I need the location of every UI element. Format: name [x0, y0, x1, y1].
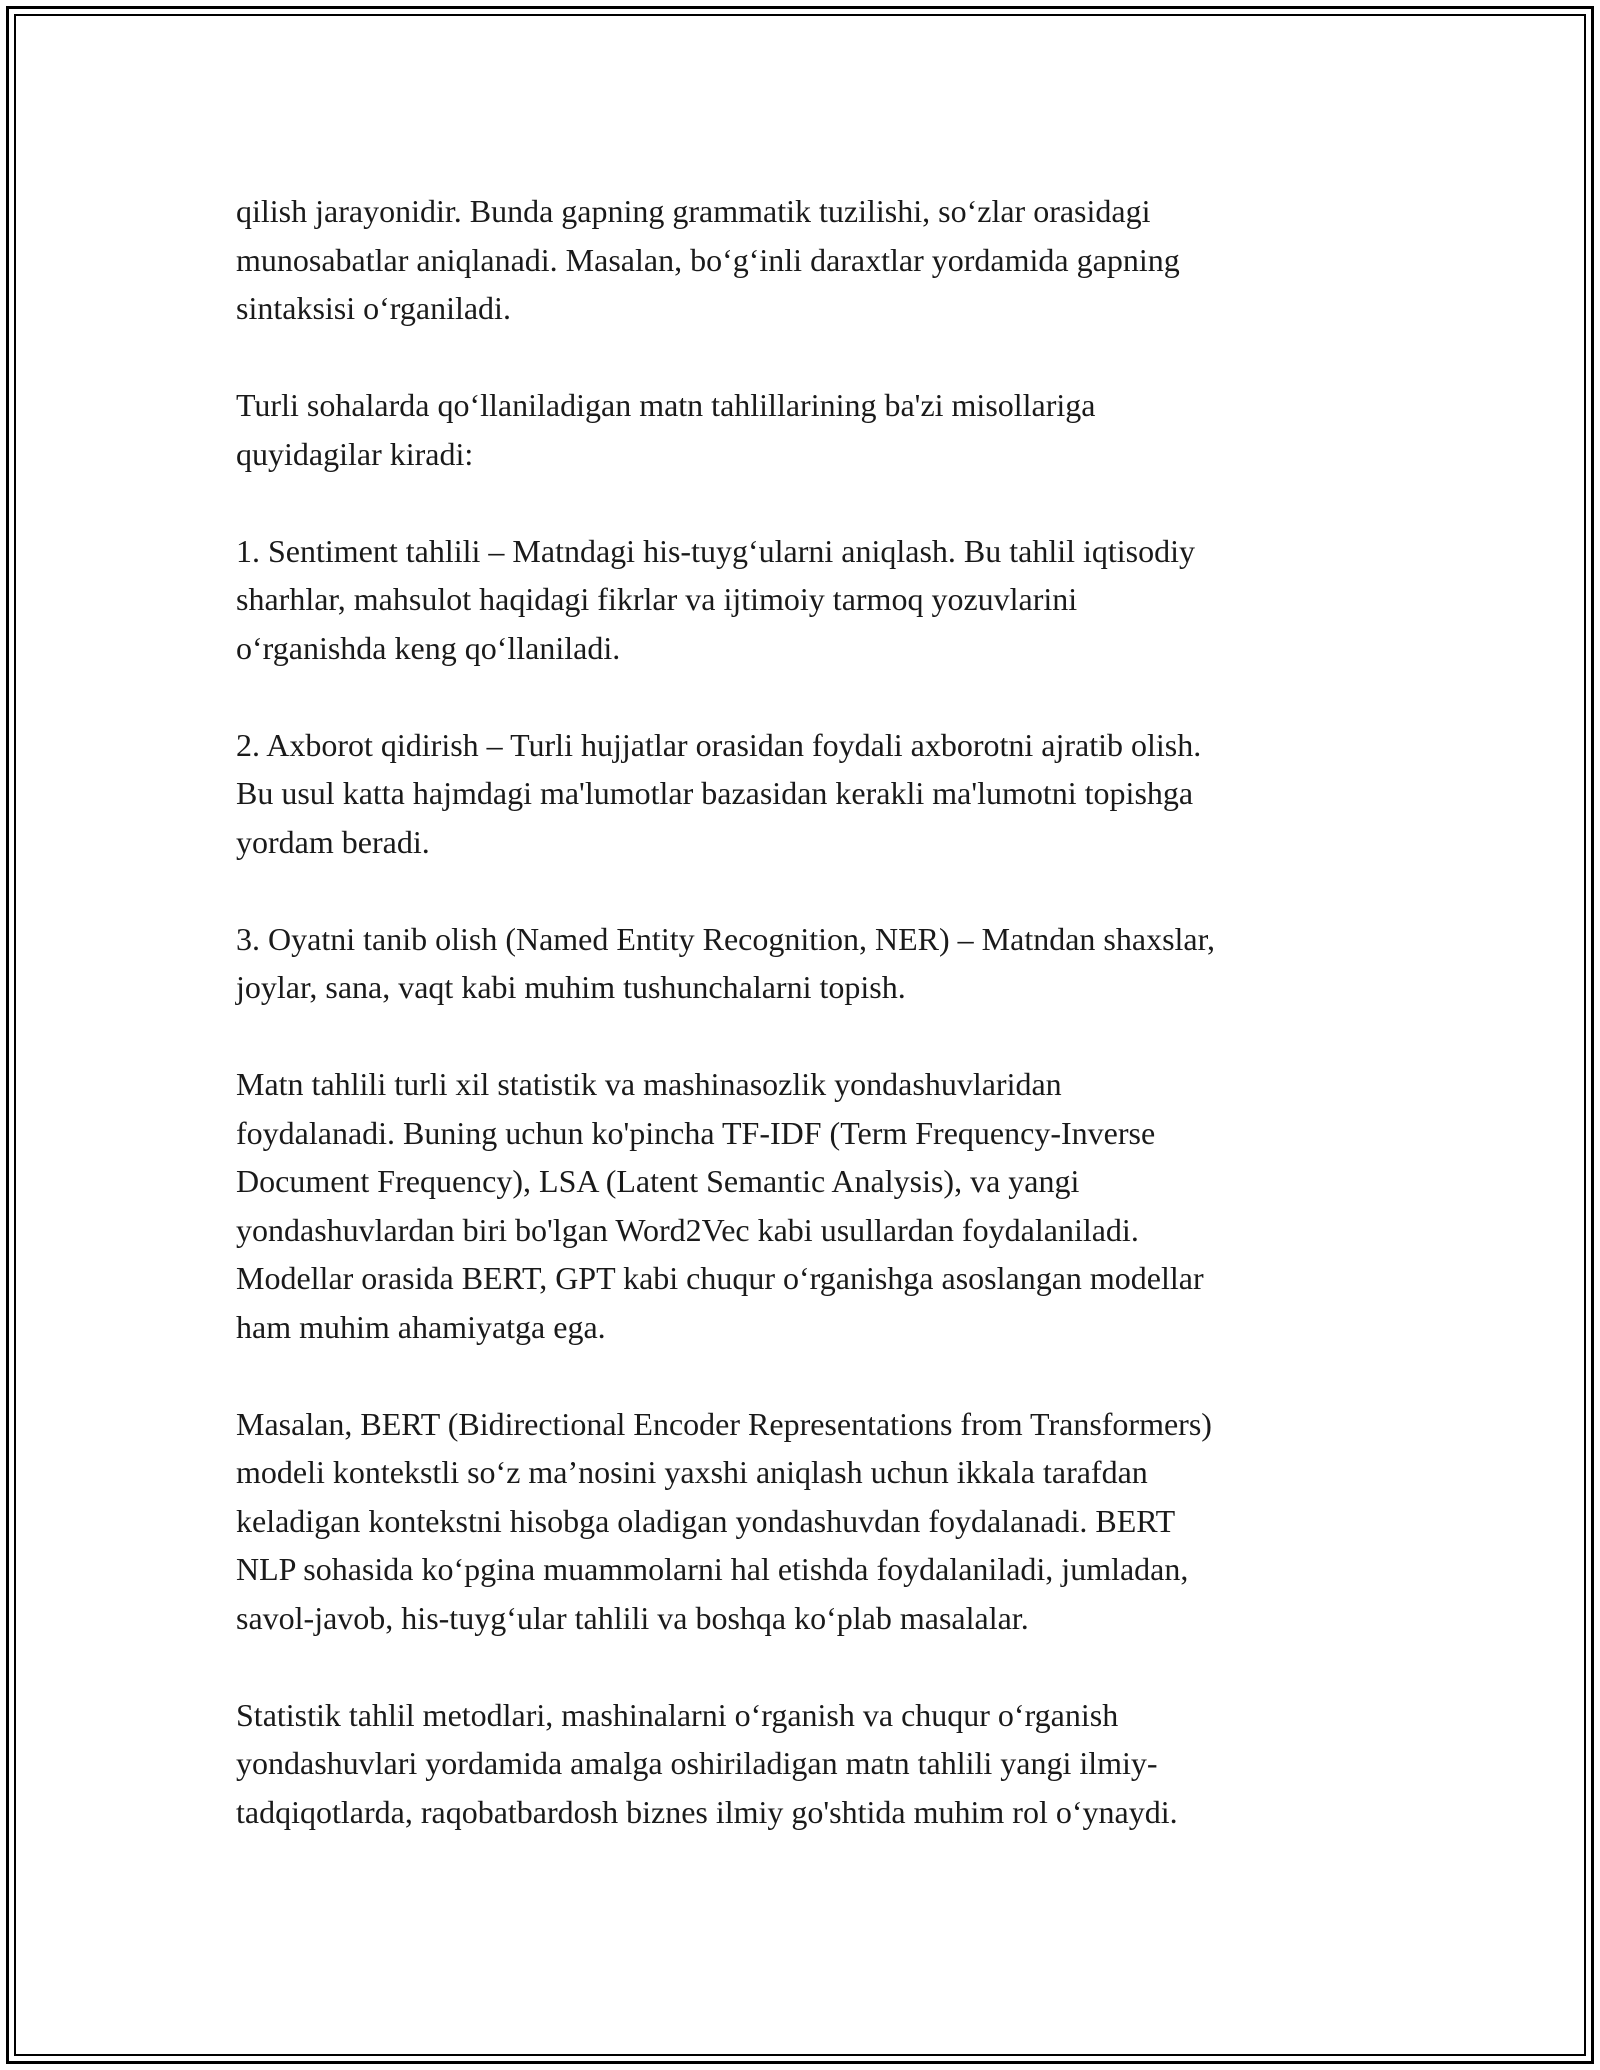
document-body: [236, 187, 1376, 1836]
paragraph-examples-intro: Turli sohalarda qo‘llaniladigan matn tahlillarining ba'zi misollariga quyidagilar kiradi:: [236, 387, 1096, 472]
paragraph-parsing-continuation: qilish jarayonidir. Bunda gapning grammatik tuzilishi, so‘zlar orasidagi munosabatlar aniqlanadi. Masalan, bo‘g‘inli daraxtlar yordamida gapning sintaksisi o‘rganiladi.: [236, 193, 1180, 326]
paragraph-methods: Matn tahlili turli xil statistik va mashinasozlik yondashuvlaridan foydalanadi. Buning uchun ko'pincha TF-IDF (Term Frequency-Inverse Document Frequency), LSA (Latent Semantic Analysis), va yangi yondashuvlardan biri bo'lgan Word2Vec kabi usullardan foydalaniladi. Modellar orasida BERT, GPT kabi chuqur o‘rganishga asoslangan modellar ham muhim ahamiyatga ega.: [236, 1066, 1204, 1345]
paragraph-bert: Masalan, BERT (Bidirectional Encoder Representations from Transformers) modeli kontekstli so‘z ma’nosini yaxshi aniqlash uchun ikkala tarafdan keladigan kontekstni hisobga oladigan yondashuvdan foydalanadi. BERT NLP sohasida ko‘pgina muammolarni hal etishda foydalaniladi, jumladan, savol-javob, his-tuyg‘ular tahlili va boshqa ko‘plab masalalar.: [236, 1405, 1212, 1636]
paragraph-conclusion: Statistik tahlil metodlari, mashinalarni o‘rganish va chuqur o‘rganish yondashuvlari yordamida amalga oshiriladigan matn tahlili yangi ilmiy- tadqiqotlarda, raqobatbardosh biznes ilmiy go'shtida muhim rol o‘ynaydi.: [236, 1696, 1178, 1830]
list-item-information-retrieval: 2. Axborot qidirish – Turli hujjatlar orasidan foydali axborotni ajratib olish. Bu usul katta hajmdagi ma'lumotlar bazasidan kerakli ma'lumotni topishga yordam beradi.: [236, 726, 1202, 860]
list-item-sentiment-analysis: 1. Sentiment tahlili – Matndagi his-tuyg‘ularni aniqlash. Bu tahlil iqtisodiy sharhlar, mahsulot haqidagi fikrlar va ijtimoiy tarmoq yozuvlarini o‘rganishda keng qo‘llaniladi.: [236, 532, 1196, 666]
list-item-named-entity-recognition: 3. Oyatni tanib olish (Named Entity Recognition, NER) – Matndan shaxslar, joylar, sana, vaqt kabi muhim tushunchalarni topish.: [236, 920, 1215, 1005]
